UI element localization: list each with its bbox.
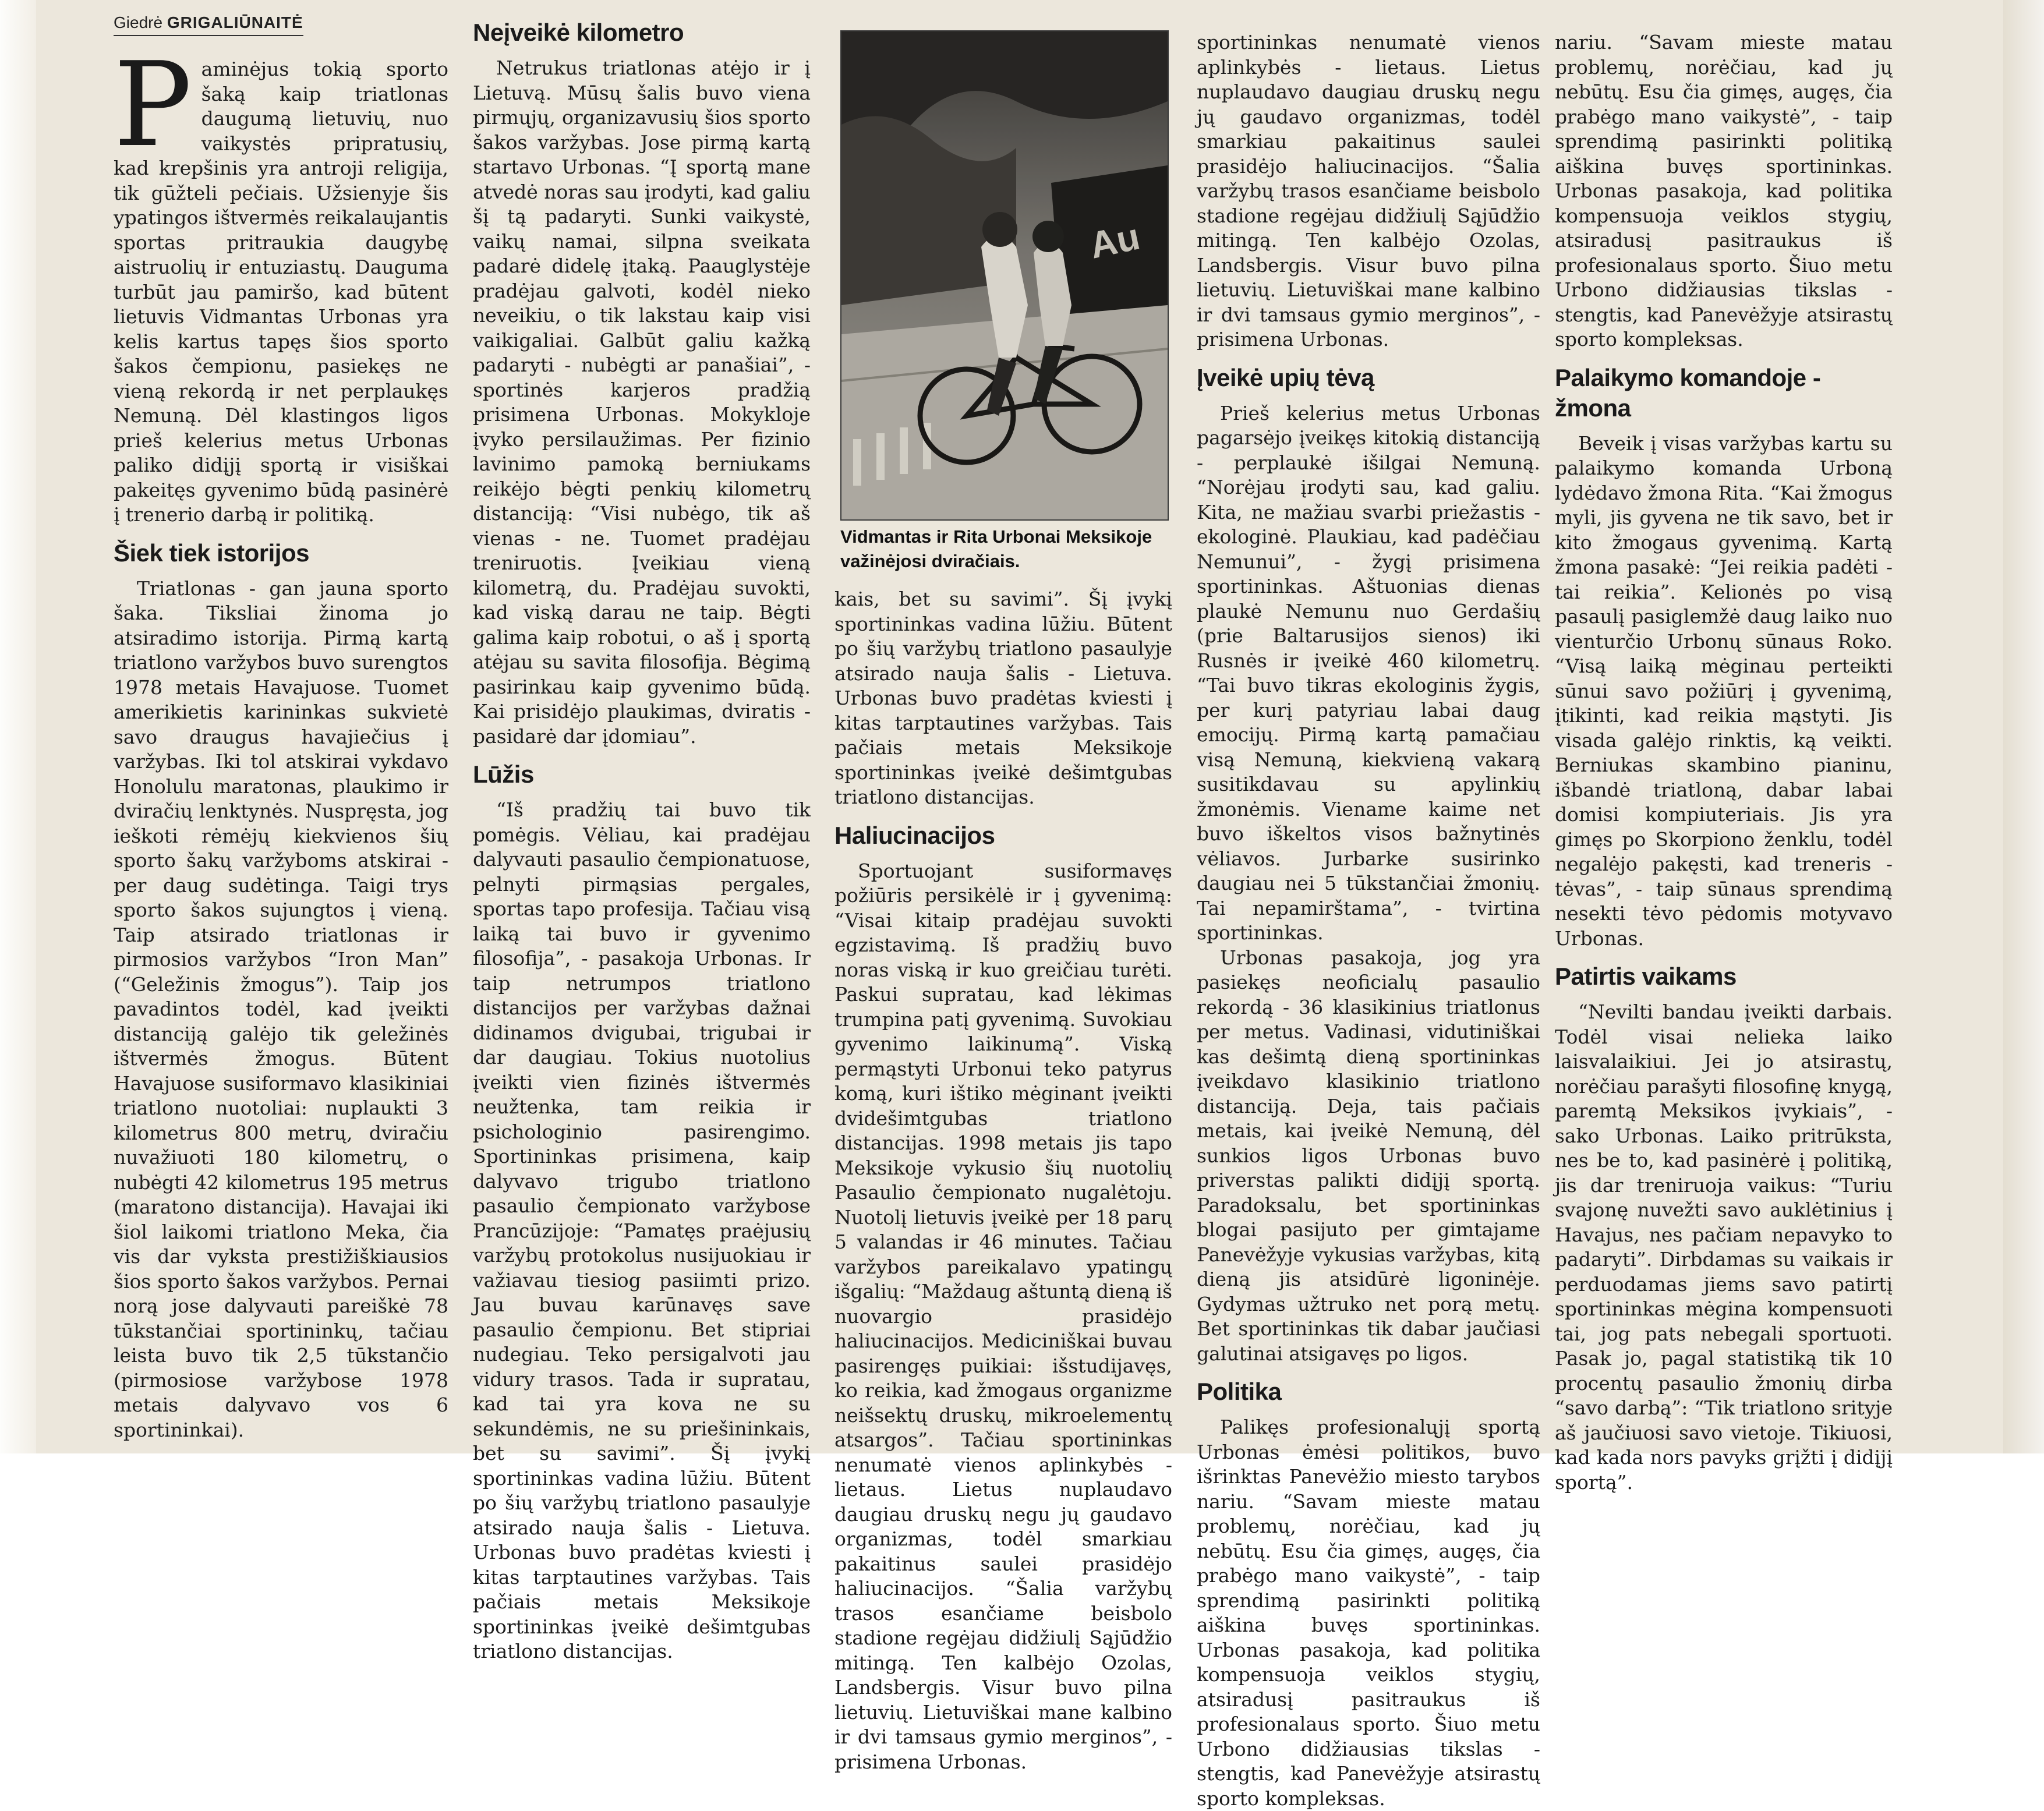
- paragraph-kilometras: Netrukus triatlonas atėjo ir į Lietuvą. Mūsų šalis buvo viena pirmųjų, organizavusių šios sporto šakos varžybas. Jose pirmą kartą startavo Urbonas. “Į sportą mane atvedė noras sau įrodyti, kad galiu šį tą padaryti. Sunki vaikystė, vaikų namai, silpna sveikata padarė didelę įtaką. Paauglystėje pradėjau galvoti, kodėl nieko neveikiu, o tik lakstau kaip visi vaikigaliai. Galbūt galiu kažką padaryti - nubėgti ar panašiai”, - sportinės karjeros pradžią prisimena Urbonas. Mokykloje įvyko persilaužimas. Per fizinio lavinimo pamoką berniukams reikėjo bėgti penkių kilometrų distanciją: “Visi nubėgo, tik aš vienas - ne. Tuomet pradėjau treniruotis. Įveikiau vieną kilometrą, du. Pradėjau suvokti, kad viską darau ne taip. Bėgti galima kaip robotui, o aš į sportą atėjau su savita filosofija. Bėgimą pasirinkau kaip gyvenimo būdą. Kai prisidėjo plaukimas, dviratis - pasidarė dar įdomiau”.: [473, 56, 811, 748]
- author-surname: GRIGALIŪNAITĖ: [167, 13, 303, 31]
- photo-sign-text: Au: [1085, 215, 1144, 267]
- byline: [114, 13, 303, 36]
- author-first-name: Giedrė: [114, 13, 163, 31]
- intro-paragraph: [114, 37, 448, 528]
- paragraph-politika: Palikęs profesionalųjį sportą Urbonas ėmėsi politikos, buvo išrinktas Panevėžio miesto tarybos nariu. “Savam mieste matau problemų, norėčiau, kad jų nebūtų. Esu čia gimęs, augęs, čia prabėgo mano vaikystė”, - taip sprendimą pasirinkti politiką aiškina buvęs sportininkas. Urbonas pasakoja, kad politika kompensuoja veiklos stygių, atsiradusį pasitraukus iš profesionalaus sporto. Šiuo metu Urbono didžiausias tikslas - stengtis, kad Panevėžyje atsirastų sporto kompleksas.: [1197, 1416, 1540, 1810]
- heading-teva: Įveikė upių tėvą: [1197, 363, 1374, 391]
- heading-istorija: Šiek tiek istorijos: [114, 539, 309, 567]
- column-1: [114, 0, 448, 1453]
- heading-kilometras: Neįveikė kilometro: [473, 19, 684, 46]
- paragraph-politika-continued: nariu. “Savam mieste matau problemų, norėčiau, kad jų nebūtų. Esu čia gimęs, augęs, čia prabėgo mano vaikystė”, - taip sprendimą pasirinkti politiką aiškina buvęs sportininkas. Urbonas pasakoja, kad politika kompensuoja veiklos stygių, atsiradusį pasitraukus iš profesionalaus sporto. Šiuo metu Urbono didžiausias tikslas - stengtis, kad Panevėžyje atsirastų sporto kompleksas.: [1555, 31, 1893, 351]
- paragraph-komanda: Beveik į visas varžybas kartu su palaikymo komanda Urboną lydėdavo žmona Rita. “Kai žmogus myli, jis gyvena ne tik savo, bet ir kito žmogaus gyvenimą. Kartą žmona pasakė: “Jei reikia padėti - tai reikia”. Kelionės po visą pasaulį pasiglemžė daug laiko nuo vienturčio Urbonų sūnaus Roko. “Visą laiką mėginau perteikti sūnui savo požiūrį į gyvenimą, įtikinti, kad reikia mąstyti. Jis visada galėjo rinktis, ką veikti. Berniukas skambino pianinu, išbandė triatloną, dabar labai domisi kompiuteriais. Jis yra gimęs po Skorpiono ženklu, todėl negalėjo pakęsti, kad treneris - tėvas”, - taip sūnaus sprendimą nesekti tėvo pėdomis motyvavo Urbonas.: [1555, 431, 1893, 950]
- paragraph-teva-2: Urbonas pasakoja, jog yra pasiekęs neoficialų pasaulio rekordą - 36 klasikinius triatlonus per metus. Vadinasi, vidutiniškai kas dešimtą dieną sportininkas įveikdavo klasikinio triatlono distanciją. Deja, tais pačiais metais, kai įveikė Nemuną, dėl sunkios ligos Urbonas buvo priverstas palikti didįjį sportą. Paradoksalu, bet sportininkas blogai pasijuto per gimtajame Panevėžyje vykusias varžybas, kitą dieną jis atsidūrė ligoninėje. Gydymas užtruko net porą metų. Bet sportininkas tik dabar jaučiasi galutinai atsigavęs po ligos.: [1197, 946, 1540, 1365]
- paragraph-haliucinacijos-continued: sportininkas nenumatė vienos aplinkybės - lietaus. Lietus nuplaudavo daugiau druskų negu jų gaudavo organizmas, todėl smarkiau pakaitinus saulei prasidėjo haliucinacijos. “Šalia varžybų trasos esančiame beisbolo stadione regėjau didžiulį Sąjūdžio mitingą. Ten kalbėjo Ozolas, Landsbergis. Visur buvo pilna lietuvių. Lietuviškai mane kalbino ir dvi tamsaus gymio merginos”, - prisimena Urbonas.: [1197, 31, 1540, 351]
- heading-luzis: Lūžis: [473, 761, 534, 788]
- paragraph-luzis-continued: kais, bet su savimi”. Šį įvykį sportininkas vadina lūžiu. Būtent po šių varžybų triatlono pasaulyje atsirado nauja šalis - Lietuva. Urbonas buvo pradėtas kviesti į kitas tarptautines varžybas. Tais pačiais metais Meksikoje sportininkas įveikė dešimtgubas triatlono distancijas.: [834, 588, 1172, 808]
- heading-patirtis: Patirtis vaikams: [1555, 963, 1737, 990]
- paragraph-patirtis: “Nevilti bandau įveikti darbais. Todėl visai nelieka laiko laisvalaikiui. Jei jo atsirastų, norėčiau parašyti filosofinę knygą, paremtą Meksikos įvykiais”, - sako Urbonas. Laiko pritrūksta, nes be to, kad pasinėrė į politiką, jis dar treniruoja vaikus: “Turiu svajonę nuvežti savo auklėtinius į Havajus, nes pačiam nepavyko to padaryti”. Dirbdamas su vaikais ir perduodamas jiems savo patirtį sportininkas mėgina kompensuoti tai, jog pats nebegali sportuoti. Pasak jo, pagal statistiką tik 10 procentų pasaulio žmonių dirba “savo darbą”: “Tik triatlono srityje aš jaučiuosi savo vietoje. Tikiuosi, kad kada nors pavyks grįžti į didįjį sportą”.: [1555, 1000, 1893, 1494]
- heading-haliucinacijos: Haliucinacijos: [834, 821, 995, 849]
- paragraph-istorija: Triatlonas - gan jauna sporto šaka. Tiksliai žinoma jo atsiradimo istorija. Pirmą kartą triatlono varžybos buvo surengtos 1978 metais Havajuose. Tuomet amerikietis karininkas sukvietė savo draugus havajiečius į varžybas. Iki tol atskirai vykdavo Honolulu maratonas, plaukimo ir dviračių lenktynės. Nuspręsta, jog ieškoti rėmėjų kiekvienos šių sporto šakų varžyboms atskirai - per daug sudėtinga. Taigi trys sporto šakos sujungtos į vieną. Taip atsirado triatlonas ir pirmosios varžybos “Iron Man” (“Geležinis žmogus”). Taip jos pavadintos todėl, kad įveikti distanciją galėjo tik geležinės ištvermės žmogus. Būtent Havajuose susiformavo klasikiniai triatlono nuotoliai: nuplaukti 3 kilometrus 800 metrų, dviračiu nuvažiuoti 180 kilometrų, o nubėgti 42 kilometrus 195 metrus (maratono distancija). Havajai iki šiol laikomi triatlono Meka, čia vis dar vyksta prestižiškiausios šios sporto šakos varžybos. Pernai norą jose dalyvauti pareiškė 78 tūkstančiai sportininkų, tačiau leista buvo tik 2,5 tūkstančio (pirmosiose varžybose 1978 metais dalyvavo vos 6 sportininkai).: [114, 576, 448, 1441]
- photo-caption-wrap: [840, 520, 1166, 584]
- intro-text: aminėjus tokią sporto šaką kaip triatlonas daugumą lietuvių, nuo vaikystės pripratusių, kad krepšinis yra antroji religija, tik gūžteli pečiais. Užsienyje šis ypatingos ištvermės reikalaujantis sportas pritraukia daugybę aistruolių ir entuziastų. Dauguma turbūt jau pamiršo, kad būtent lietuvis Vidmantas Urbonas yra kelis kartus tapęs šios sporto šakos čempionu, pasiekęs ne vieną rekordą ir net perplaukęs Nemuną. Dėl klastingos ligos prieš kelerius metus Urbonas paliko didįjį sportą ir visiškai pakeitęs gyvenimo būdą pasinėrė į trenerio darbą ir politiką.: [114, 58, 448, 526]
- photo-cyclists: [840, 30, 1169, 521]
- paragraph-luzis: “Iš pradžių tai buvo tik pomėgis. Vėliau, kai pradėjau dalyvauti pasaulio čempionatuose, pelnyti pirmąsias pergales, sportas tapo profesija. Tačiau visą laiką tai buvo ir gyvenimo filosofija”, - pasakoja Urbonas. Ir taip netrumpos triatlono distancijos per varžybas dažnai didinamos dvigubai, trigubai ir dar daugiau. Tokius nuotolius įveikti vien fizinės ištvermės neužtenka, tam reikia ir psichologinio pasirengimo. Sportininkas prisimena, kaip dalyvavo trigubo triatlono pasaulio čempionato varžybose Prancūzijoje: “Pamatęs praėjusių varžybų protokolus nusijuokiau ir važiavau tiesiog pasiimti prizo. Jau buvau karūnavęs save pasaulio čempionu. Bet stipriai nudegiau. Teko persigalvoti jau vidury trasos. Tada ir supratau, kad tai yra kova ne su sekundėmis, ne su priešininkais, bet su savimi”. Šį įvykį sportininkas vadina lūžiu. Būtent po šių varžybų triatlono pasaulyje atsirado nauja šalis - Lietuva. Urbonas buvo pradėtas kviesti į kitas tarptautines varžybas. Tais pačiais metais Meksikoje sportininkas įveikė dešimtgubas triatlono distancijas.: [473, 798, 811, 1663]
- paragraph-teva-1: Prieš kelerius metus Urbonas pagarsėjo įveikęs kitokią distanciją - perplaukė išilgai Nemuną. “Norėjau įrodyti sau, kad galiu. Kita, ne mažiau svarbi priežastis - ekologinė. Plaukiau, kad padėčiau Nemunui”, - žygį prisimena sportininkas. Aštuonias dienas plaukė Nemunu nuo Gerdašių (prie Baltarusijos sienos) iki Rusnės ir įveikė 460 kilometrų. “Tai buvo tikras ekologinis žygis, per kurį patyriau labai daug emocijų. Pirmą kartą pamačiau visą Nemuną, kiekvieną vakarą susitikdavau su apylinkių žmonėmis. Viename kaime net buvo iškeltos visos bažnytinės vėliavos. Jurbarke susirinko daugiau nei 5 tūkstančiai žmonių. Tai nepamirštama”, - tvirtina sportininkas.: [1197, 401, 1540, 944]
- column-3-lower: [834, 587, 1172, 1773]
- column-2: [473, 0, 811, 1663]
- heading-politika: Politika: [1197, 1378, 1282, 1405]
- drop-cap: P: [114, 37, 192, 173]
- photo-cyclists-image: [841, 31, 1168, 519]
- column-4: [1197, 0, 1540, 1810]
- column-5: [1555, 0, 1893, 1494]
- photo-caption: Vidmantas ir Rita Urbonai Meksikoje važinėjosi dviračiais.: [840, 526, 1152, 571]
- paragraph-haliucinacijos: Sportuojant susiformavęs požiūris persikėlė ir į gyvenimą: “Visai kitaip pradėjau suvokti egzistavimą. Iš pradžių buvo noras viską ir kuo greičiau turėti. Paskui supratau, kad lėkimas trumpina patį gyvenimą. Suvokiau gyvenimo laikinumą”. Viską permąstyti Urbonui teko patyrus komą, kuri ištiko mėginant įveikti dvidešimtgubas triatlono distancijas. 1998 metais jis tapo Meksikoje vykusio šių nuotolių Pasaulio čempionato nugalėtoju. Nuotolį lietuvis įveikė per 18 parų 5 valandas ir 46 minutes. Tačiau varžybos pareikalavo ypatingų išgalių: “Maždaug aštuntą dieną iš nuovargio prasidėjo haliucinacijos. Mediciniškai buvau pasirengęs puikiai: išstudijavęs, ko reikia, kad žmogaus organizme neišsektų druskų, mikroelementų atsargos”. Tačiau sportininkas nenumatė vienos aplinkybės - lietaus. Lietus nuplaudavo daugiau druskų negu jų gaudavo organizmas, todėl smarkiau pakaitinus saulei prasidėjo haliucinacijos. “Šalia varžybų trasos esančiame beisbolo stadione regėjau didžiulį Sąjūdžio mitingą. Ten kalbėjo Ozolas, Landsbergis. Visur buvo pilna lietuvių. Lietuviškai mane kalbino ir dvi tamsaus gymio merginos”, - prisimena Urbonas.: [834, 859, 1172, 1773]
- heading-komanda: Palaikymo komandoje - žmona: [1555, 363, 1821, 422]
